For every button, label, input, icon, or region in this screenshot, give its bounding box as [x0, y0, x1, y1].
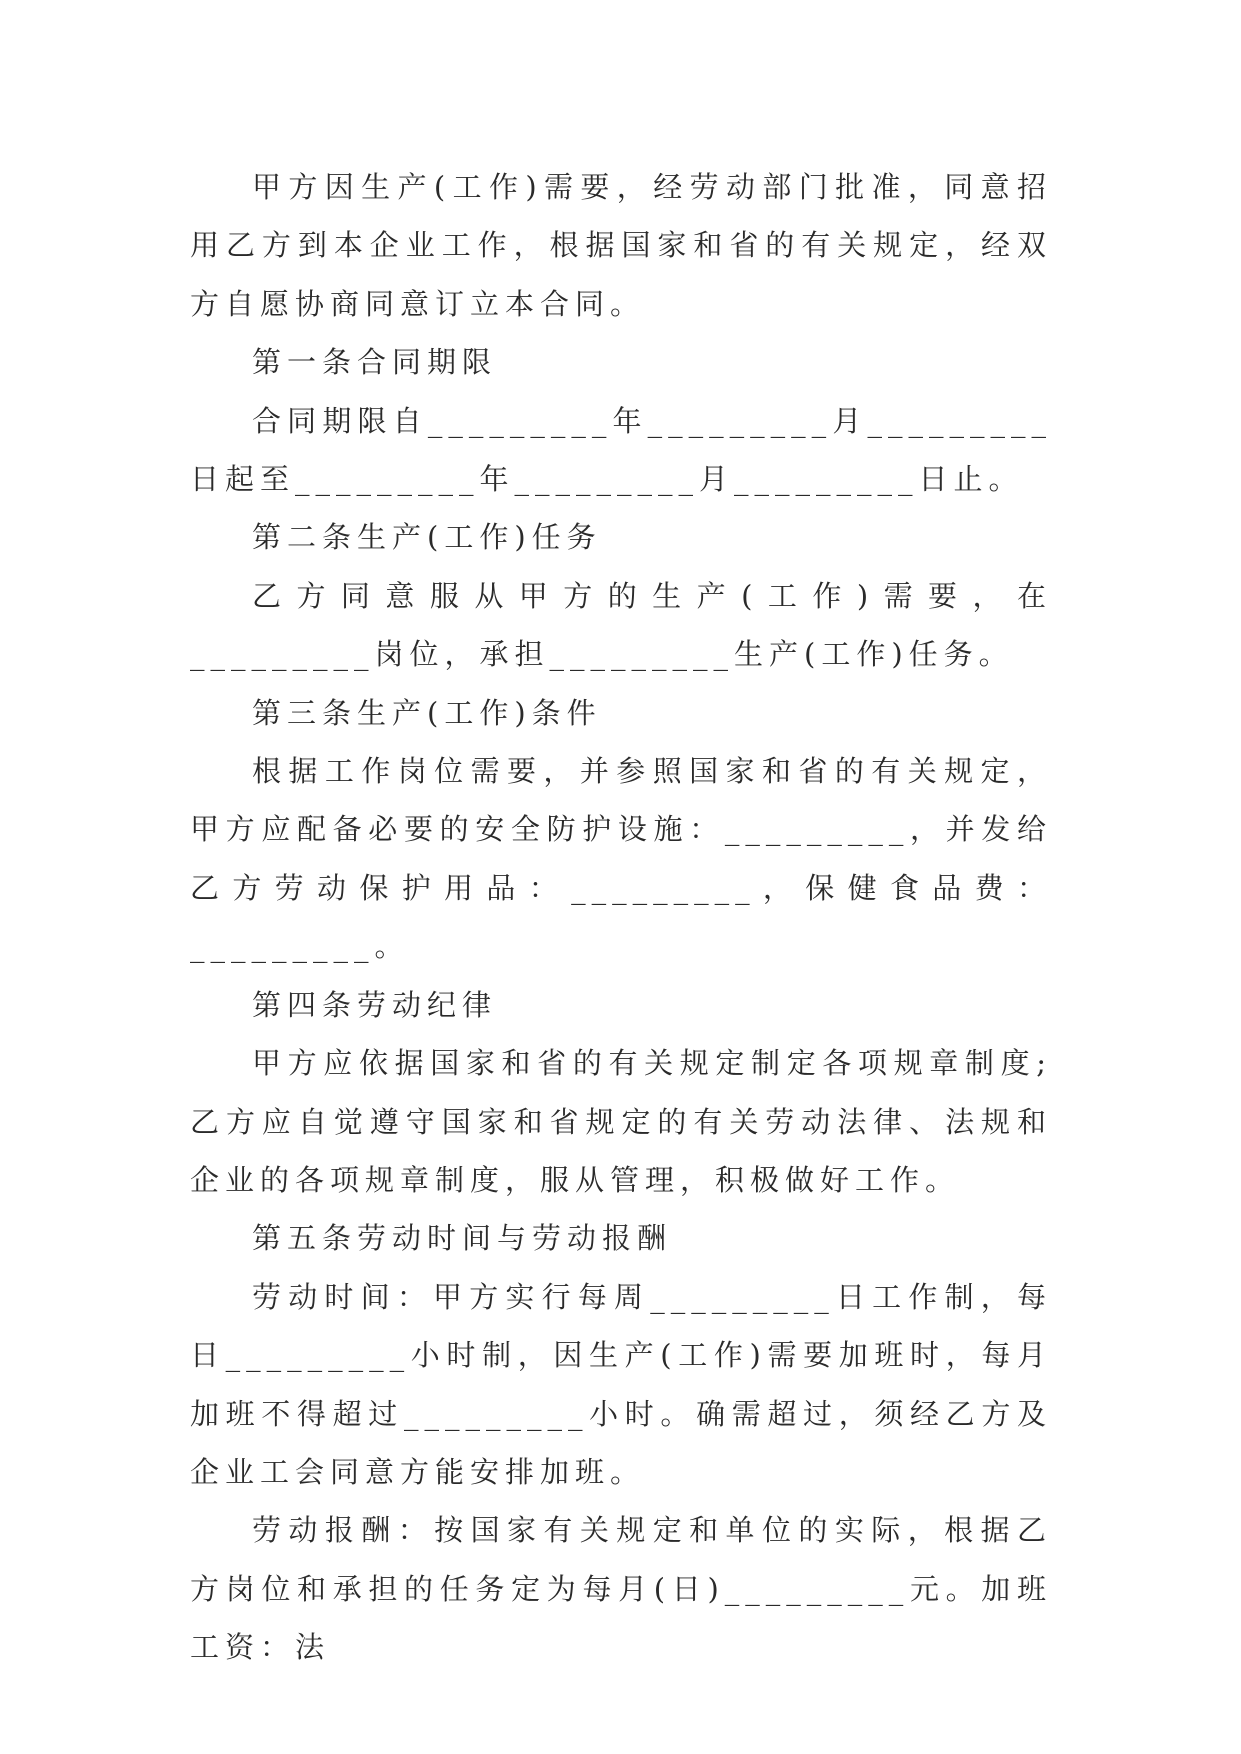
article-2-heading: 第二条生产(工作)任务 [252, 520, 602, 555]
article-1-heading: 第一条合同期限 [252, 345, 498, 380]
article-4-body: 甲方应依据国家和省的有关规定制定各项规章制度;乙方应自觉遵守国家和省规定的有关劳动法律、法规和企业的各项规章制度，服从管理，积极做好工作。 [190, 1046, 1052, 1197]
contract-page [190, 158, 1052, 1677]
article-5-remuneration: 劳动报酬：按国家有关规定和单位的实际，根据乙方岗位和承担的任务定为每月(日)_________元。加班工资：法 [190, 1513, 1052, 1665]
article-2-body: 乙方同意服从甲方的生产(工作)需要，在_________岗位，承担_________生产(工作)任务。 [190, 578, 1052, 672]
article-5-heading: 第五条劳动时间与劳动报酬 [252, 1221, 673, 1256]
article-4-heading: 第四条劳动纪律 [252, 987, 498, 1022]
article-3-heading: 第三条生产(工作)条件 [252, 695, 602, 730]
article-5-working-hours: 劳动时间：甲方实行每周_________日工作制，每日_________小时制，因生产(工作)需要加班时，每月加班不得超过_________小时。确需超过，须经乙方及企业工会同意方能安排加班。 [190, 1279, 1052, 1489]
article-1-body: 合同期限自_________年_________月_________日起至_________年_________月_________日止。 [190, 403, 1052, 497]
article-3-body: 根据工作岗位需要，并参照国家和省的有关规定，甲方应配备必要的安全防护设施：_________，并发给乙方劳动保护用品：_________，保健食品费：_________。 [190, 754, 1052, 964]
intro-paragraph: 甲方因生产(工作)需要，经劳动部门批准，同意招用乙方到本企业工作，根据国家和省的有关规定，经双方自愿协商同意订立本合同。 [190, 170, 1052, 321]
